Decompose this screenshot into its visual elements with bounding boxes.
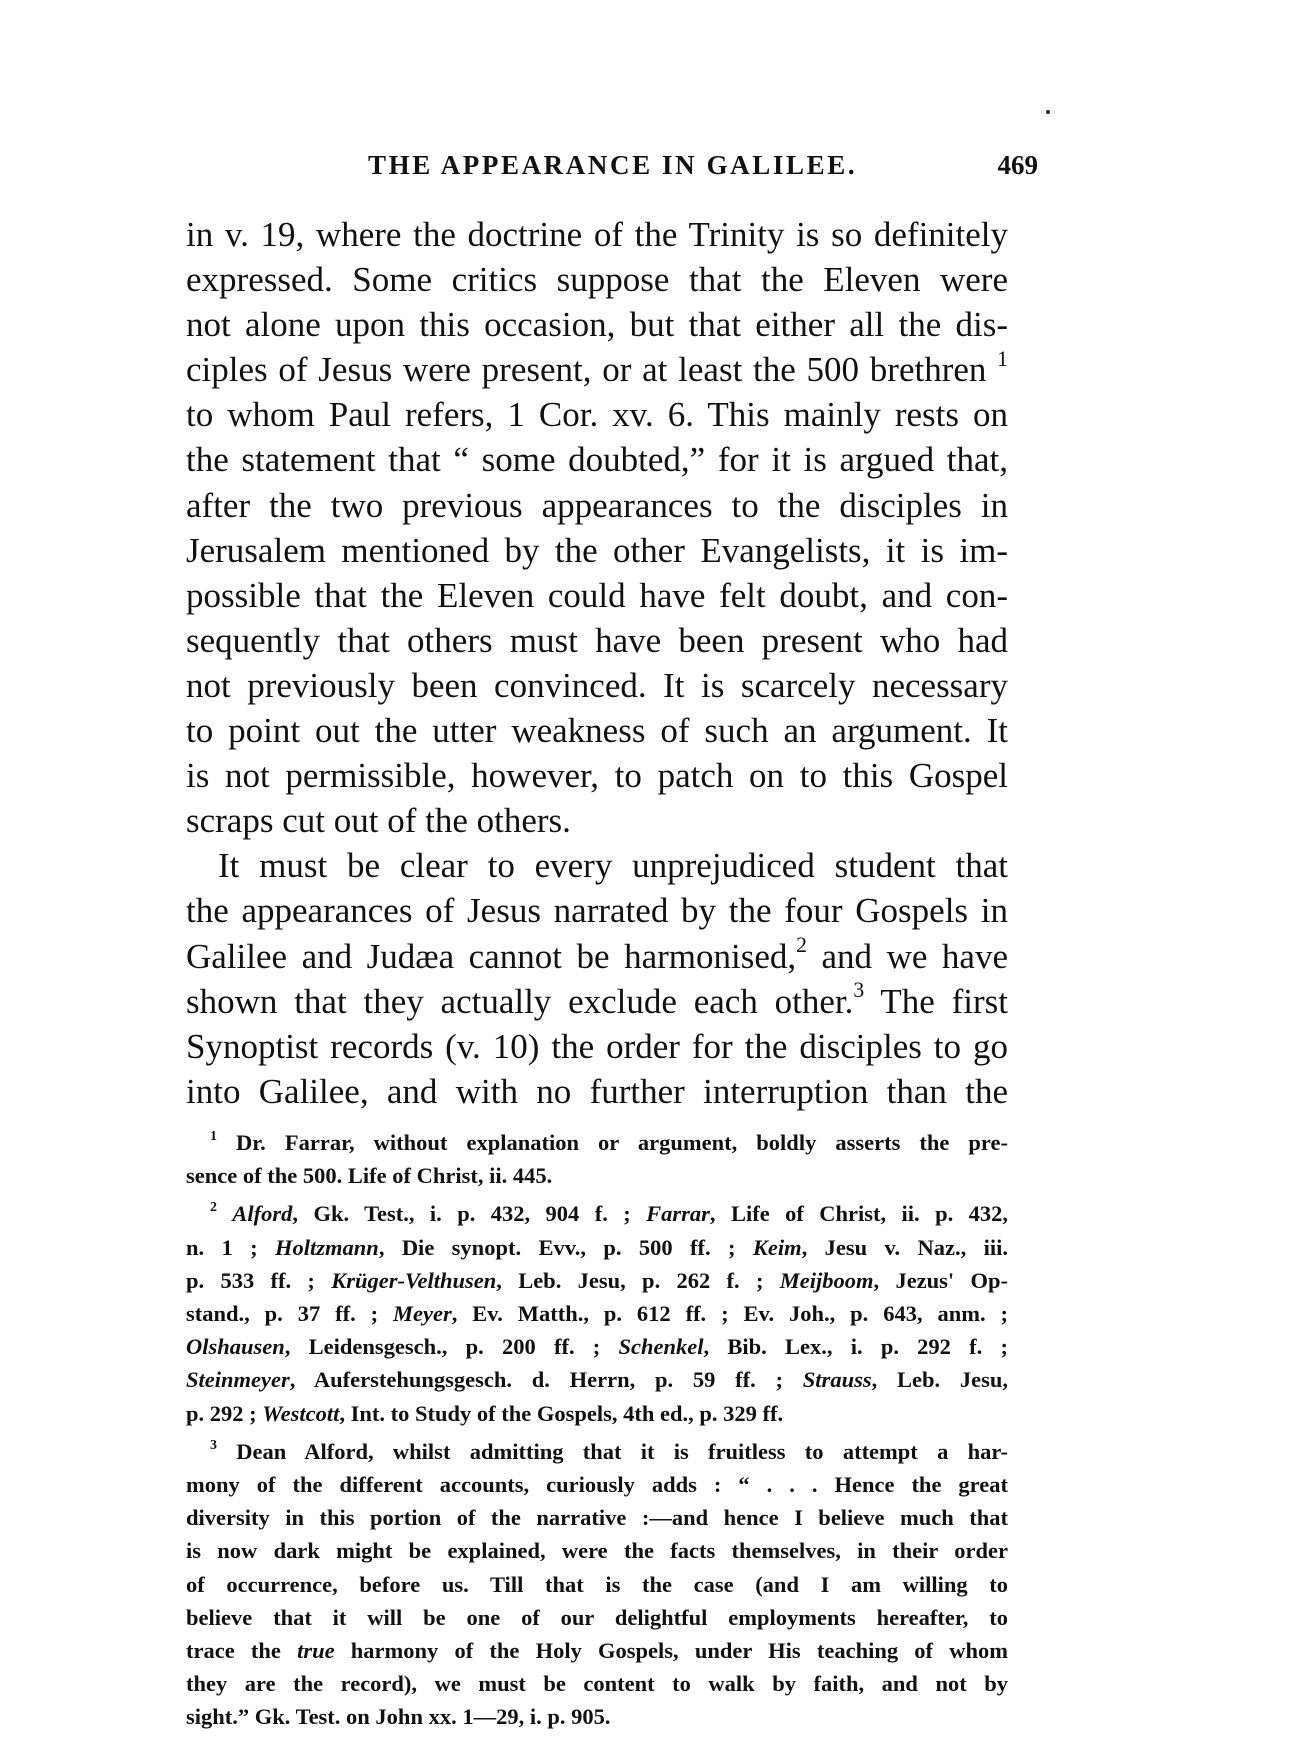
text-fragment: Galilee and Judæa cannot be harmonised,	[186, 936, 797, 976]
footnotes	[186, 1126, 1008, 1739]
citation-text: , Life of Christ, ii. p. 432,	[709, 1201, 1009, 1227]
text-fragment: trace the	[186, 1638, 298, 1664]
citation-text: , Ev. Matth., p. 612 ff. ; Ev. Joh., p. 643, anm. ;	[451, 1301, 1008, 1327]
paragraph-1	[186, 212, 1008, 843]
footnote-line: mony of the different accounts, curiously adds : “ . . . Hence the great	[186, 1472, 1008, 1498]
text-line	[186, 979, 1008, 1024]
citation-text: stand., p. 37 ff. ;	[186, 1301, 393, 1327]
author-name: Steinmeyer	[186, 1367, 290, 1393]
text-fragment: ciples of Jesus were present, or at least the 500 brethren	[186, 350, 987, 390]
citation-text: , Leidensgesch., p. 200 ff. ;	[284, 1334, 619, 1360]
author-name: Strauss	[802, 1367, 872, 1393]
citation-text: , Jesu v. Naz., iii.	[801, 1234, 1008, 1260]
paragraph-2	[186, 843, 1008, 1114]
text-line: the statement that “ some doubted,” for it is argued that,	[186, 440, 1008, 480]
italic-word: true	[297, 1638, 335, 1664]
text-fragment: shown that they actually exclude each other.	[186, 981, 854, 1021]
text-fragment: Dr. Farrar, without explanation or argument, boldly asserts the pre-	[236, 1130, 1008, 1155]
text-line: is not permissible, however, to patch on to this Gospel	[186, 756, 1008, 796]
footnote-line	[186, 1363, 1008, 1396]
footnote-1	[186, 1126, 1008, 1192]
text-line: to whom Paul refers, 1 Cor. xv. 6. This mainly rests on	[186, 395, 1008, 435]
footnote-3	[186, 1435, 1008, 1734]
footnote-line	[186, 1330, 1008, 1363]
running-title: THE APPEARANCE IN GALILEE.	[368, 150, 858, 180]
footnote-line	[186, 1126, 1008, 1159]
text-line	[186, 347, 1008, 392]
footnote-number: 2	[210, 1200, 217, 1216]
text-fragment: Dean Alford, whilst admitting that it is fruitless to attempt a har-	[236, 1438, 1008, 1464]
footnote-marker: 1	[997, 347, 1008, 372]
footnote-line	[186, 1231, 1008, 1264]
footnote-line: is now dark might be explained, were the facts themselves, in their order	[186, 1538, 1008, 1564]
citation-text: , Jezus' Op-	[873, 1267, 1008, 1293]
text-fragment: harmony of the Holy Gospels, under His teaching of whom	[334, 1638, 1008, 1664]
text-line: to point out the utter weakness of such an argument. It	[186, 711, 1008, 751]
citation-text: p. 292 ;	[186, 1400, 263, 1426]
author-name: Schenkel	[618, 1334, 704, 1360]
text-line: sequently that others must have been present who had	[186, 620, 1008, 660]
citation-line	[232, 1201, 1008, 1226]
citation-text: , Leb. Jesu,	[871, 1367, 1008, 1393]
author-name: Alford	[232, 1201, 293, 1227]
text-line: the appearances of Jesus narrated by the four Gospels in	[186, 891, 1008, 931]
body-text	[186, 212, 1008, 1114]
author-name: Westcott	[262, 1400, 340, 1426]
text-line: in v. 19, where the doctrine of the Trinity is so definitely	[186, 215, 1008, 254]
footnote-number: 3	[210, 1437, 217, 1453]
citation-text: , Auferstehungsgesch. d. Herrn, p. 59 ff. ;	[289, 1367, 803, 1393]
citation-text: , Leb. Jesu, p. 262 f. ;	[496, 1267, 780, 1293]
author-name: Farrar	[646, 1201, 710, 1227]
text-line: Synoptist records (v. 10) the order for the disciples to go	[186, 1026, 1008, 1066]
text-fragment: and we have	[806, 936, 1008, 976]
citation-text: , Die synopt. Evv., p. 500 ff. ;	[378, 1234, 753, 1260]
text-line: expressed. Some critics suppose that the Eleven were	[186, 260, 1008, 300]
citation-text: , Bib. Lex., i. p. 292 f. ;	[703, 1334, 1008, 1360]
author-name: Keim	[752, 1234, 802, 1260]
footnote-line: diversity in this portion of the narrative :—and hence I believe much that	[186, 1505, 1008, 1531]
text-line: not previously been convinced. It is scarcely necessary	[186, 665, 1008, 705]
footnote-line: of occurrence, before us. Till that is the case (and I am willing to	[186, 1571, 1008, 1597]
author-name: Olshausen	[186, 1334, 285, 1360]
author-name: Holtzmann	[275, 1234, 379, 1260]
footnote-line	[186, 1397, 1008, 1430]
text-line: Jerusalem mentioned by the other Evangelists, it is im-	[186, 530, 1008, 570]
footnote-marker: 3	[853, 978, 865, 1003]
author-name: Krüger-Velthusen	[331, 1267, 497, 1293]
author-name: Meyer	[392, 1301, 452, 1327]
footnote-2	[186, 1197, 1008, 1429]
text-line	[186, 934, 1008, 979]
footnote-line: they are the record), we must be content to walk by faith, and not by	[186, 1671, 1008, 1697]
footnote-line	[186, 1634, 1008, 1667]
text-line: scraps cut out of the others.	[186, 801, 571, 841]
text-line: not alone upon this occasion, but that either all the dis-	[186, 305, 1008, 345]
footnote-line: believe that it will be one of our delightful employments hereafter, to	[186, 1604, 1008, 1630]
footnote-line	[186, 1435, 1008, 1468]
text-line: possible that the Eleven could have felt doubt, and con-	[186, 575, 1008, 615]
print-speck	[1046, 110, 1050, 114]
footnote-marker: 2	[796, 933, 807, 958]
footnote-line	[186, 1264, 1008, 1297]
citation-text: , Gk. Test., i. p. 432, 904 f. ;	[292, 1201, 647, 1227]
text-fragment: The first	[864, 981, 1008, 1021]
text-line: after the two previous appearances to the disciples in	[186, 485, 1008, 525]
footnote-line	[186, 1197, 1008, 1230]
footnote-number: 1	[210, 1128, 217, 1144]
text-line: into Galilee, and with no further interruption than the	[186, 1071, 1008, 1111]
text-line: It must be clear to every unprejudiced student that	[218, 846, 1008, 886]
citation-text: , Int. to Study of the Gospels, 4th ed., p. 329 ff.	[339, 1400, 784, 1426]
citation-text: n. 1 ;	[186, 1234, 276, 1260]
page-number: 469	[997, 150, 1038, 180]
footnote-line: sence of the 500. Life of Christ, ii. 445.	[186, 1163, 553, 1189]
footnote-line	[186, 1297, 1008, 1330]
citation-text: p. 533 ff. ;	[186, 1267, 332, 1293]
page-header	[368, 150, 1038, 190]
author-name: Meijboom	[779, 1267, 874, 1293]
footnote-line: sight.” Gk. Test. on John xx. 1—29, i. p. 905.	[186, 1704, 611, 1730]
